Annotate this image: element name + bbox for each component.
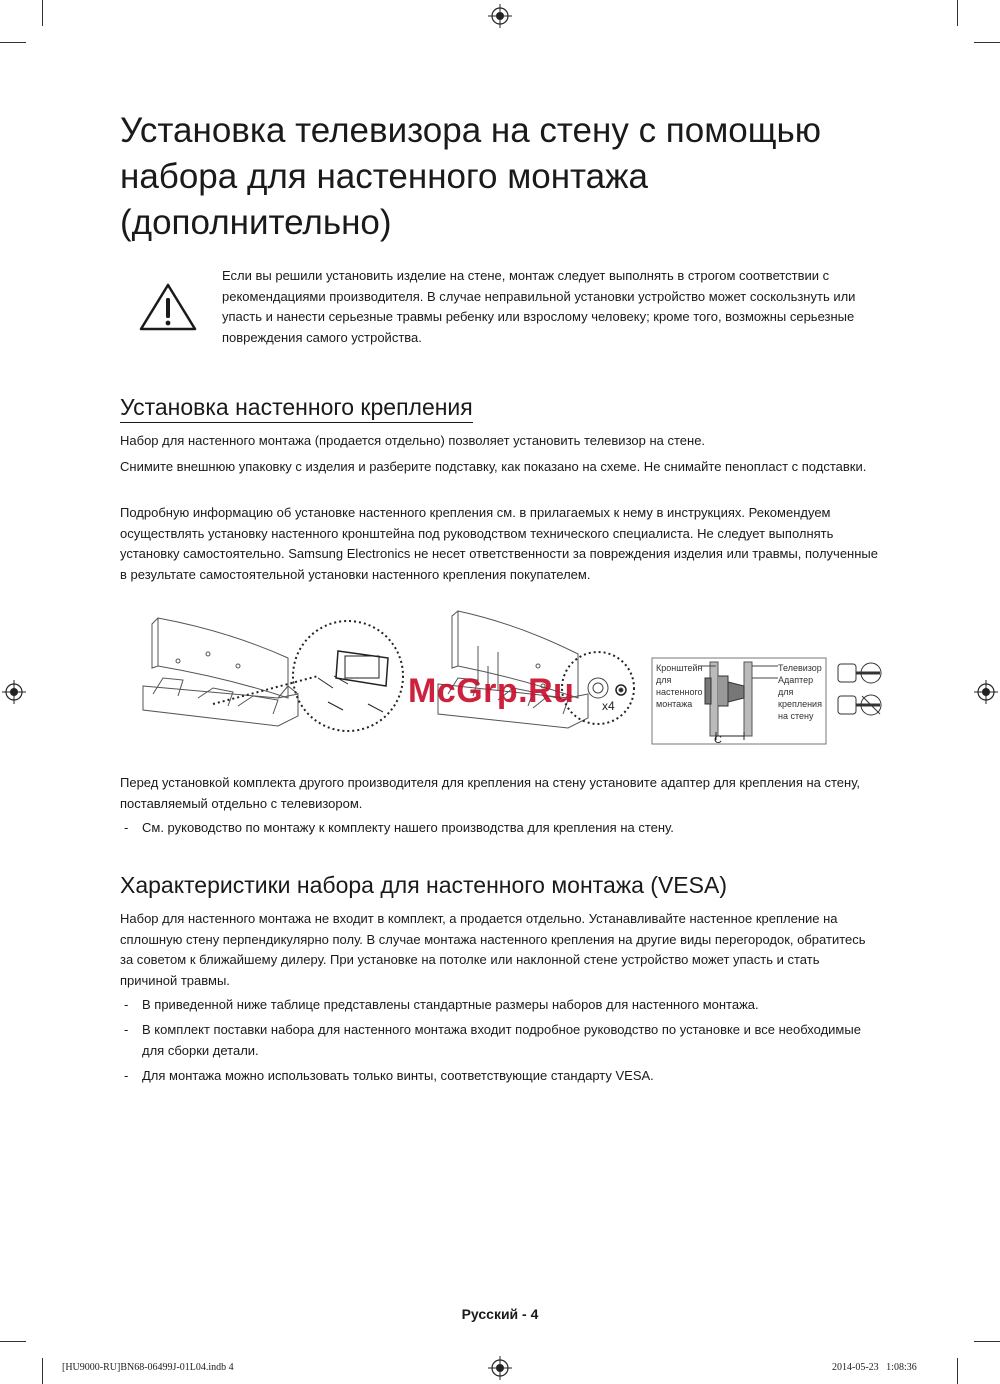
paragraph: Набор для настенного монтажа (продается отдельно) позволяет установить телевизор на стене.	[120, 433, 706, 448]
registration-mark-icon	[488, 1356, 512, 1380]
crop-mark	[974, 42, 1000, 43]
bullet-dash: -	[124, 1022, 129, 1037]
crop-mark	[0, 1341, 26, 1342]
paragraph: Снимите внешнюю упаковку с изделия и разберите подставку, как показано на схеме. Не снимайте пенопласт с подставки.	[120, 459, 867, 474]
registration-mark-icon	[974, 680, 998, 704]
section-heading: Характеристики набора для настенного монтажа (VESA)	[120, 872, 727, 898]
screw-count-label: x4	[602, 699, 615, 713]
paragraph: Перед установкой комплекта другого производителя для крепления на стену установите адаптер для крепления на стену, поставляемый отдельно с телевизором.	[120, 775, 861, 811]
crop-mark	[957, 0, 958, 26]
crop-mark	[957, 1358, 958, 1384]
file-slug: [HU9000-RU]BN68-06499J-01L04.indb 4	[62, 1362, 234, 1373]
list-item-text: Для монтажа можно использовать только винты, соответствующие стандарту VESA.	[142, 1068, 654, 1083]
list-item	[120, 1020, 880, 1061]
crop-mark	[42, 0, 43, 26]
crop-mark	[0, 42, 26, 43]
date-slug: 2014-05-23 1:08:36	[832, 1362, 917, 1373]
bracket-label: Кронштейн для настенного монтажа	[656, 663, 703, 709]
tv-label: Телевизор	[778, 663, 822, 673]
section-heading: Установка настенного крепления	[120, 392, 473, 423]
paragraph: Набор для настенного монтажа не входит в комплект, а продается отдельно. Устанавливайте настенное крепление на сплошную стену перпендикулярно полу. В случае монтажа настенного крепления на другие виды перегородок, обратитесь за советом к ближайшему дилеру. При установке на потолке или наклонной стене устройство может упасть и стать причиной травмы.	[120, 911, 866, 988]
list-item	[120, 995, 880, 1016]
paragraph: Подробную информацию об установке настенного крепления см. в прилагаемых к нему в инструкциях. Рекомендуем осуществлять установку настенного кронштейна под руководством технического специалиста. Не следует выполнять установку самостоятельно. Samsung Electronics не несет ответственности за повреждения изделия или травмы, полученные в результате самостоятельной установки настенного крепления покупателем.	[120, 505, 878, 582]
dimension-label: C	[714, 734, 722, 746]
bullet-dash: -	[124, 1068, 129, 1083]
adapter-label: Адаптер для крепления на стену	[778, 675, 822, 721]
warning-triangle-icon	[138, 282, 198, 332]
list-item-text: См. руководство по монтажу к комплекту нашего производства для крепления на стену.	[142, 820, 674, 835]
list-item-text: В приведенной ниже таблице представлены стандартные размеры наборов для настенного монтажа.	[142, 997, 759, 1012]
watermark: McGrp.Ru	[408, 672, 575, 710]
list-item	[120, 1066, 880, 1087]
registration-mark-icon	[2, 680, 26, 704]
list-item-text: В комплект поставки набора для настенного монтажа входит подробное руководство по установке и все необходимые для сборки детали.	[142, 1022, 861, 1058]
page-title: Установка телевизора на стену с помощью набора для настенного монтажа (дополнительно)	[120, 111, 822, 242]
registration-mark-icon	[488, 4, 512, 28]
warning-text: Если вы решили установить изделие на стене, монтаж следует выполнять в строгом соответствии с рекомендациями производителя. В случае неправильной установки устройство может соскользнуть или упасть и нанести серьезные травмы ребенку или взрослому человеку; кроме того, возможны серьезные повреждения самого устройства.	[222, 268, 856, 345]
page-number: Русский - 4	[461, 1306, 539, 1322]
bullet-dash: -	[124, 997, 129, 1012]
crop-mark	[42, 1358, 43, 1384]
bullet-dash: -	[124, 820, 129, 835]
crop-mark	[974, 1341, 1000, 1342]
list-item	[120, 818, 880, 839]
